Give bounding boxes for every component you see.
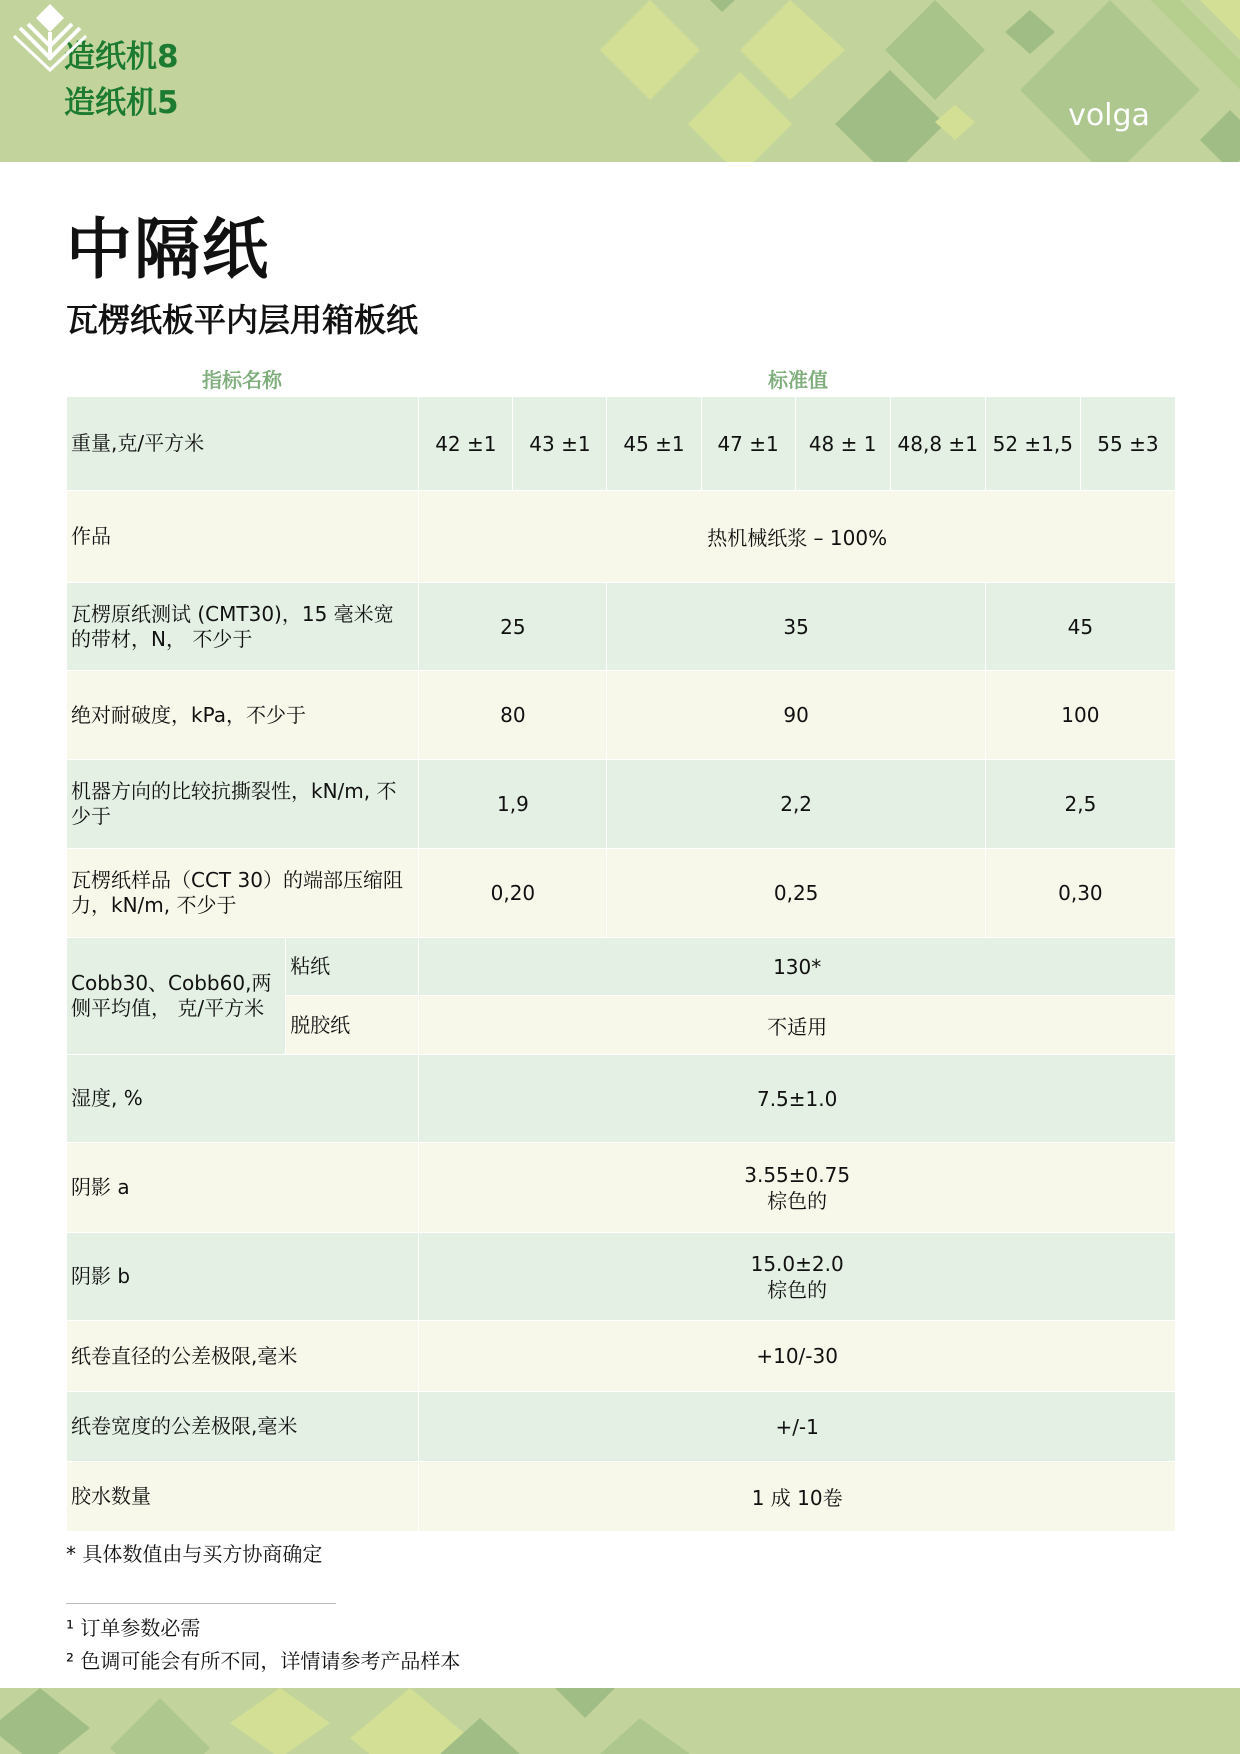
page-title: 中隔纸 [66,211,270,288]
machine-label-1: 造纸机8 [64,39,179,75]
table-row-glue [67,1462,1176,1532]
agreement-note: * 具体数值由与买方协商确定 [66,1542,323,1566]
shade-b-number: 15.0±2.0 [750,1251,844,1276]
table-row-cobb-sized [67,938,1176,996]
shade-a-number: 3.55±0.75 [744,1162,851,1187]
weight-value: 48,8 ±1 [890,397,985,491]
tear-value: 2,2 [607,760,985,849]
shade-a-color: 棕色的 [767,1188,828,1213]
shade-b-value [419,1233,1176,1321]
footnote-1: ¹ 订单参数必需 [66,1616,201,1640]
spec-table [66,396,1176,1532]
table-row-tear [67,760,1176,849]
row-label: 纸卷直径的公差极限,毫米 [67,1321,419,1392]
row-label: 阴影 a [67,1143,419,1233]
weight-value: 42 ±1 [419,397,513,491]
tear-value: 2,5 [985,760,1175,849]
cct-value: 0,30 [985,849,1175,938]
roll-diameter-value: +10/-30 [419,1321,1176,1392]
table-row-shade-b [67,1233,1176,1321]
table-row-composition [67,491,1176,583]
weight-value: 52 ±1,5 [985,397,1080,491]
row-label: 瓦楞原纸测试 (CMT30)，15 毫米宽的带材，N， 不少于 [67,583,419,671]
weight-value: 43 ±1 [513,397,607,491]
shade-a-value [419,1143,1176,1233]
shade-b-color: 棕色的 [767,1277,828,1302]
logo-text: volga [1068,98,1150,133]
glue-value: 1 成 10卷 [419,1462,1176,1532]
cct-value: 0,20 [419,849,607,938]
burst-value: 100 [985,671,1175,760]
footer-pattern [0,1688,1240,1754]
footnote-divider [66,1603,336,1604]
table-row-roll-width [67,1392,1176,1462]
cct-value: 0,25 [607,849,985,938]
header-banner [0,0,1240,162]
cmt-value: 45 [985,583,1175,671]
row-label: 重量,克/平方米 [67,397,419,491]
weight-value: 47 ±1 [701,397,795,491]
burst-value: 80 [419,671,607,760]
footnote-2: ² 色调可能会有所不同，详情请参考产品样本 [66,1649,461,1673]
sized-paper-label: 粘纸 [286,938,419,996]
row-label: 绝对耐破度，kPa，不少于 [67,671,419,760]
unsized-paper-value: 不适用 [419,996,1176,1055]
row-label: 纸卷宽度的公差极限,毫米 [67,1392,419,1462]
footer-banner [0,1688,1240,1754]
indicator-column-header: 指标名称 [202,368,282,392]
cmt-value: 25 [419,583,607,671]
humidity-value: 7.5±1.0 [419,1055,1176,1143]
page-subtitle: 瓦楞纸板平内层用箱板纸 [66,301,419,339]
machine-label-2: 造纸机5 [64,85,179,121]
row-label: 瓦楞纸样品（CCT 30）的端部压缩阻力，kN/m, 不少于 [67,849,419,938]
burst-value: 90 [607,671,985,760]
table-row-weight [67,397,1176,491]
row-label: 湿度, % [67,1055,419,1143]
table-row-roll-diameter [67,1321,1176,1392]
banner-pattern [0,0,1240,162]
tear-value: 1,9 [419,760,607,849]
weight-value: 45 ±1 [607,397,701,491]
sized-paper-value: 130* [419,938,1176,996]
composition-value: 热机械纸浆 – 100% [419,491,1176,583]
table-row-shade-a [67,1143,1176,1233]
volga-tree-logo-icon [0,0,100,104]
table-row-cmt [67,583,1176,671]
row-label: 机器方向的比较抗撕裂性，kN/m, 不少于 [67,760,419,849]
row-label: 胶水数量 [67,1462,419,1532]
row-label: 作品 [67,491,419,583]
table-row-burst [67,671,1176,760]
weight-value: 48 ± 1 [795,397,890,491]
row-label: 阴影 b [67,1233,419,1321]
weight-value: 55 ±3 [1080,397,1175,491]
roll-width-value: +/-1 [419,1392,1176,1462]
standard-column-header: 标准值 [768,368,828,392]
table-row-humidity [67,1055,1176,1143]
table-row-cct [67,849,1176,938]
cmt-value: 35 [607,583,985,671]
cobb-label: Cobb30、Cobb60,两侧平均值， 克/平方米 [67,938,286,1055]
unsized-paper-label: 脱胶纸 [286,996,419,1055]
